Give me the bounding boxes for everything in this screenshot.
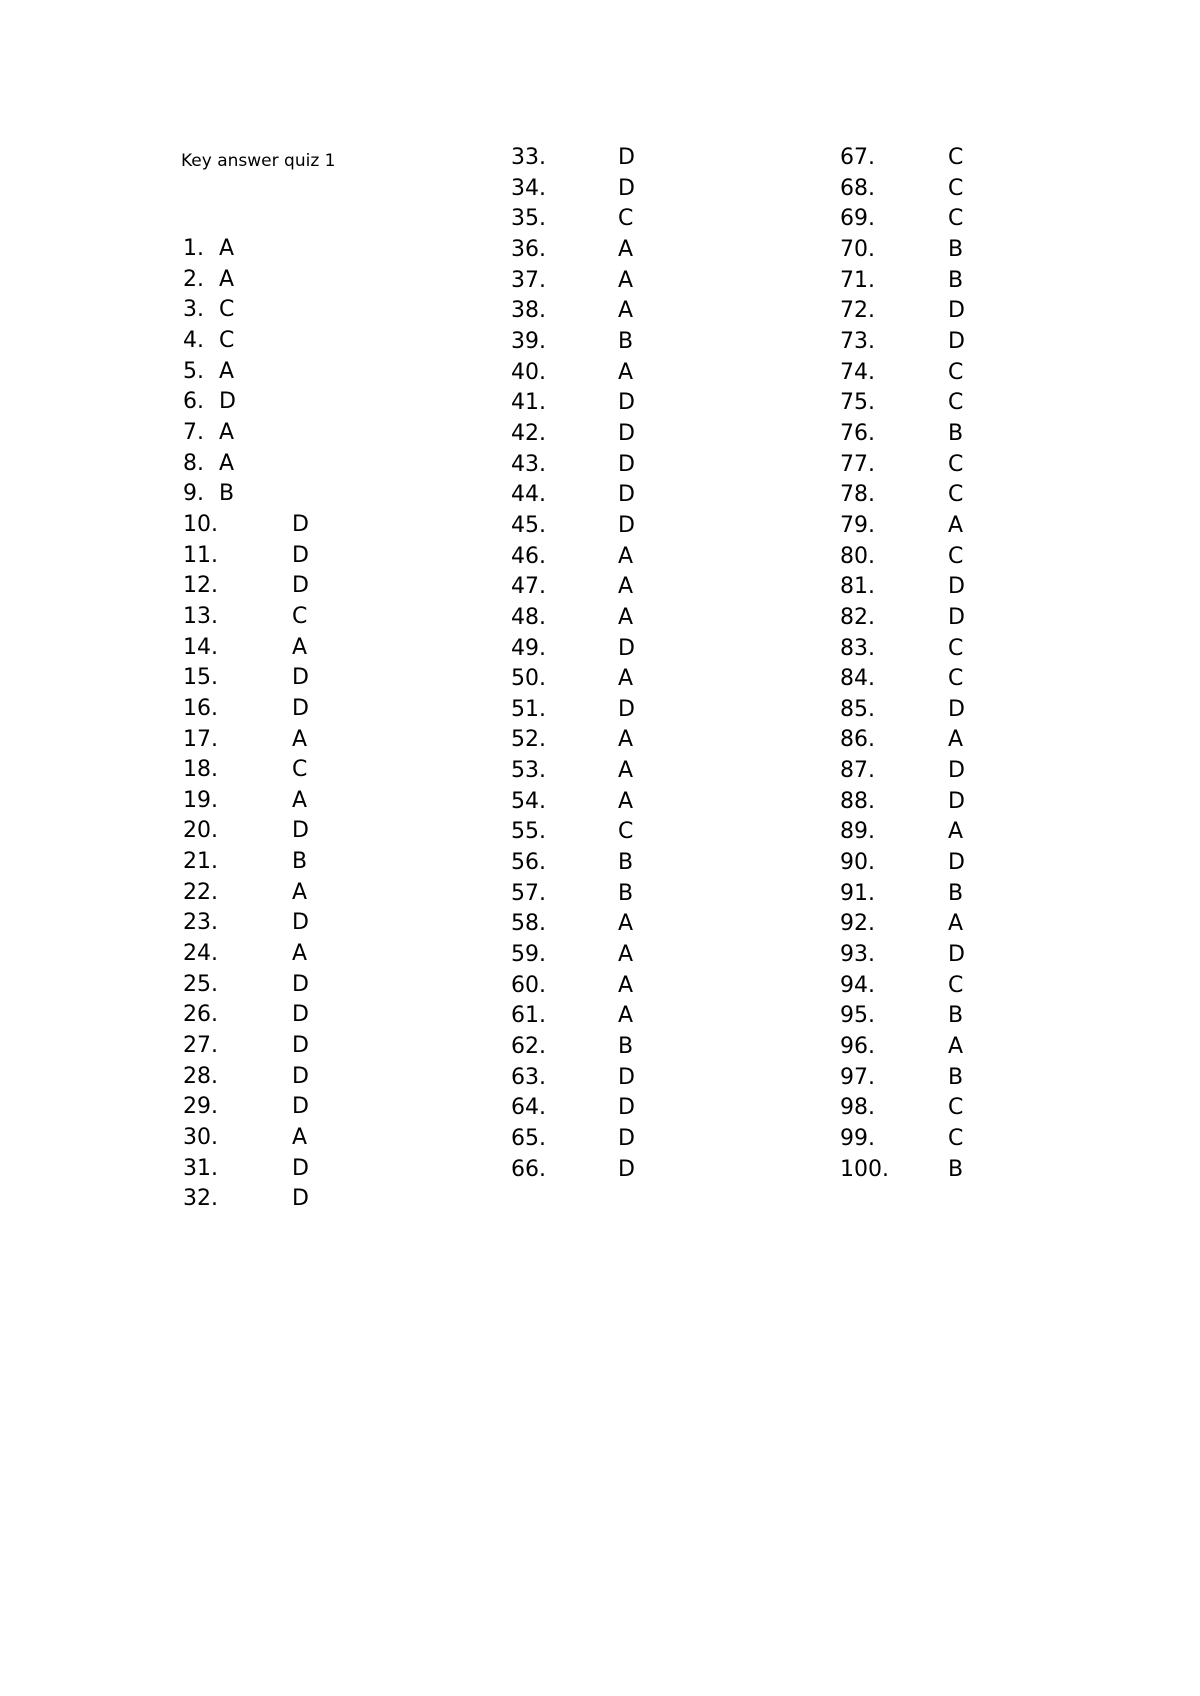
answer-letter: A bbox=[292, 879, 308, 905]
answer-letter: C bbox=[948, 1126, 964, 1151]
answer-letter: D bbox=[219, 389, 236, 415]
question-number: 83. bbox=[840, 635, 875, 661]
question-number: 46. bbox=[511, 543, 546, 569]
question-number: 95. bbox=[840, 1003, 875, 1029]
answer-letter: B bbox=[618, 880, 634, 906]
question-number: 58. bbox=[511, 911, 546, 937]
answer-letter: D bbox=[948, 696, 965, 722]
answer-letter: A bbox=[948, 911, 964, 937]
question-number: 44. bbox=[511, 482, 546, 508]
answer-letter: D bbox=[292, 511, 309, 537]
answer-letter: B bbox=[948, 267, 964, 293]
question-number: 28. bbox=[183, 1063, 218, 1089]
question-number: 17. bbox=[183, 726, 218, 752]
question-number: 92. bbox=[840, 911, 875, 937]
question-number: 35. bbox=[511, 206, 546, 232]
answer-letter: D bbox=[618, 1064, 635, 1090]
answer-letter: D bbox=[292, 910, 309, 936]
answer-letter: A bbox=[292, 787, 308, 813]
question-number: 32. bbox=[183, 1186, 218, 1212]
answer-letter: D bbox=[292, 1155, 309, 1181]
question-number: 52. bbox=[511, 727, 546, 753]
question-number: 27. bbox=[183, 1033, 218, 1059]
answer-letter: D bbox=[618, 1126, 635, 1151]
question-number: 16. bbox=[183, 695, 218, 721]
answer-letter: C bbox=[948, 451, 964, 477]
answer-letter: A bbox=[948, 819, 964, 845]
question-number: 3. bbox=[183, 297, 204, 323]
question-number: 39. bbox=[511, 328, 546, 354]
answer-letter: A bbox=[618, 911, 634, 937]
question-number: 78. bbox=[840, 482, 875, 508]
question-number: 55. bbox=[511, 819, 546, 845]
answer-letter: D bbox=[292, 1186, 309, 1212]
answer-letter: D bbox=[618, 512, 635, 538]
answer-letter: A bbox=[219, 236, 235, 261]
answer-letter: C bbox=[618, 206, 634, 232]
question-number: 50. bbox=[511, 666, 546, 692]
answer-letter: A bbox=[618, 236, 634, 262]
question-number: 9. bbox=[183, 481, 204, 507]
answer-letter: A bbox=[618, 298, 634, 324]
answer-letter: A bbox=[219, 450, 235, 476]
answer-letter: B bbox=[292, 849, 308, 875]
question-number: 85. bbox=[840, 696, 875, 722]
question-number: 56. bbox=[511, 850, 546, 876]
answer-letter: A bbox=[618, 942, 634, 968]
answer-letter: D bbox=[292, 573, 309, 599]
answer-letter: B bbox=[948, 420, 964, 446]
question-number: 67. bbox=[840, 145, 875, 170]
answer-letter: C bbox=[948, 206, 964, 232]
answer-letter: D bbox=[292, 695, 309, 721]
question-number: 36. bbox=[511, 236, 546, 262]
question-number: 8. bbox=[183, 450, 204, 476]
question-number: 15. bbox=[183, 665, 218, 691]
question-number: 84. bbox=[840, 666, 875, 692]
answer-letter: C bbox=[948, 635, 964, 661]
answer-letter: A bbox=[948, 512, 964, 538]
answer-letter: C bbox=[948, 972, 964, 998]
question-number: 48. bbox=[511, 604, 546, 630]
answer-letter: A bbox=[618, 788, 634, 814]
question-number: 99. bbox=[840, 1126, 875, 1151]
question-number: 81. bbox=[840, 574, 875, 600]
answer-letter: A bbox=[618, 758, 634, 784]
question-number: 62. bbox=[511, 1034, 546, 1060]
answer-letter: B bbox=[948, 880, 964, 906]
answer-letter: B bbox=[618, 1034, 634, 1060]
answer-letter: A bbox=[948, 727, 964, 753]
answer-letter: B bbox=[948, 1156, 964, 1182]
answer-letter: D bbox=[618, 1095, 635, 1121]
answer-letter: A bbox=[618, 543, 634, 569]
answer-letter: C bbox=[618, 819, 634, 845]
answer-letter: A bbox=[219, 266, 235, 292]
question-number: 76. bbox=[840, 420, 875, 446]
question-number: 96. bbox=[840, 1034, 875, 1060]
answer-letter: B bbox=[618, 850, 634, 876]
answer-letter: D bbox=[292, 1094, 309, 1120]
question-number: 61. bbox=[511, 1003, 546, 1029]
question-number: 6. bbox=[183, 389, 204, 415]
question-number: 90. bbox=[840, 850, 875, 876]
question-number: 94. bbox=[840, 972, 875, 998]
answer-letter: C bbox=[948, 145, 964, 170]
question-number: 41. bbox=[511, 390, 546, 416]
answer-letter: A bbox=[618, 727, 634, 753]
answer-letter: A bbox=[948, 1034, 964, 1060]
answer-letter: A bbox=[618, 359, 634, 385]
answer-letter: D bbox=[618, 420, 635, 446]
question-number: 68. bbox=[840, 175, 875, 201]
answer-letter: D bbox=[292, 818, 309, 844]
question-number: 71. bbox=[840, 267, 875, 293]
question-number: 25. bbox=[183, 971, 218, 997]
question-number: 91. bbox=[840, 880, 875, 906]
answer-letter: C bbox=[948, 359, 964, 385]
answer-letter: D bbox=[948, 758, 965, 784]
question-number: 87. bbox=[840, 758, 875, 784]
question-number: 26. bbox=[183, 1002, 218, 1028]
question-number: 89. bbox=[840, 819, 875, 845]
question-number: 86. bbox=[840, 727, 875, 753]
answer-letter: A bbox=[618, 574, 634, 600]
answer-letter: D bbox=[618, 482, 635, 508]
question-number: 38. bbox=[511, 298, 546, 324]
question-number: 60. bbox=[511, 972, 546, 998]
question-number: 100. bbox=[840, 1156, 889, 1182]
question-number: 53. bbox=[511, 758, 546, 784]
question-number: 11. bbox=[183, 542, 218, 568]
answer-letter: D bbox=[618, 451, 635, 477]
answer-letter: D bbox=[948, 942, 965, 968]
answer-letter: C bbox=[948, 175, 964, 201]
answer-letter: C bbox=[948, 482, 964, 508]
question-number: 7. bbox=[183, 419, 204, 445]
question-number: 21. bbox=[183, 849, 218, 875]
question-number: 42. bbox=[511, 420, 546, 446]
question-number: 13. bbox=[183, 603, 218, 629]
question-number: 79. bbox=[840, 512, 875, 538]
question-number: 37. bbox=[511, 267, 546, 293]
question-number: 49. bbox=[511, 635, 546, 661]
answer-letter: B bbox=[219, 481, 235, 507]
question-number: 70. bbox=[840, 236, 875, 262]
answer-letter: C bbox=[948, 1095, 964, 1121]
question-number: 24. bbox=[183, 941, 218, 967]
answer-letter: D bbox=[948, 850, 965, 876]
question-number: 98. bbox=[840, 1095, 875, 1121]
answer-letter: A bbox=[292, 634, 308, 660]
question-number: 69. bbox=[840, 206, 875, 232]
answer-letter: A bbox=[219, 358, 235, 384]
question-number: 88. bbox=[840, 788, 875, 814]
answer-letter: D bbox=[618, 1156, 635, 1182]
question-number: 45. bbox=[511, 512, 546, 538]
question-number: 12. bbox=[183, 573, 218, 599]
answer-letter: D bbox=[948, 604, 965, 630]
question-number: 65. bbox=[511, 1126, 546, 1151]
answer-letter: B bbox=[948, 236, 964, 262]
answer-letter: C bbox=[948, 543, 964, 569]
question-number: 10. bbox=[183, 511, 218, 537]
answer-letter: D bbox=[618, 696, 635, 722]
answer-letter: A bbox=[618, 972, 634, 998]
answer-letter: A bbox=[292, 941, 308, 967]
answer-letter: A bbox=[618, 1003, 634, 1029]
question-number: 22. bbox=[183, 879, 218, 905]
question-number: 77. bbox=[840, 451, 875, 477]
answer-letter: D bbox=[618, 635, 635, 661]
answer-letter: B bbox=[948, 1064, 964, 1090]
answer-letter: B bbox=[618, 328, 634, 354]
question-number: 47. bbox=[511, 574, 546, 600]
question-number: 74. bbox=[840, 359, 875, 385]
question-number: 43. bbox=[511, 451, 546, 477]
question-number: 31. bbox=[183, 1155, 218, 1181]
answer-letter: D bbox=[292, 542, 309, 568]
question-number: 97. bbox=[840, 1064, 875, 1090]
answer-letter: D bbox=[292, 665, 309, 691]
question-number: 5. bbox=[183, 358, 204, 384]
question-number: 1. bbox=[183, 236, 204, 261]
question-number: 34. bbox=[511, 175, 546, 201]
answer-letter: A bbox=[618, 267, 634, 293]
answer-letter: A bbox=[219, 419, 235, 445]
answer-letter: C bbox=[292, 603, 308, 629]
question-number: 93. bbox=[840, 942, 875, 968]
question-number: 33. bbox=[511, 145, 546, 170]
answer-letter: C bbox=[948, 390, 964, 416]
question-number: 54. bbox=[511, 788, 546, 814]
answer-letter: C bbox=[219, 327, 235, 353]
question-number: 18. bbox=[183, 757, 218, 783]
answer-letter: D bbox=[948, 298, 965, 324]
answer-letter: C bbox=[948, 666, 964, 692]
question-number: 64. bbox=[511, 1095, 546, 1121]
question-number: 73. bbox=[840, 328, 875, 354]
answer-letter: D bbox=[618, 175, 635, 201]
question-number: 23. bbox=[183, 910, 218, 936]
question-number: 66. bbox=[511, 1156, 546, 1182]
answer-letter: C bbox=[219, 297, 235, 323]
answer-letter: A bbox=[618, 604, 634, 630]
question-number: 57. bbox=[511, 880, 546, 906]
question-number: 20. bbox=[183, 818, 218, 844]
question-number: 82. bbox=[840, 604, 875, 630]
question-number: 4. bbox=[183, 327, 204, 353]
question-number: 80. bbox=[840, 543, 875, 569]
question-number: 51. bbox=[511, 696, 546, 722]
page-title: Key answer quiz 1 bbox=[181, 151, 336, 171]
answer-letter: D bbox=[948, 574, 965, 600]
question-number: 2. bbox=[183, 266, 204, 292]
question-number: 29. bbox=[183, 1094, 218, 1120]
question-number: 75. bbox=[840, 390, 875, 416]
answer-letter: A bbox=[292, 1125, 308, 1151]
answer-letter: C bbox=[292, 757, 308, 783]
answer-letter: D bbox=[618, 145, 635, 170]
answer-letter: A bbox=[292, 726, 308, 752]
answer-letter: D bbox=[948, 328, 965, 354]
answer-letter: B bbox=[948, 1003, 964, 1029]
question-number: 19. bbox=[183, 787, 218, 813]
answer-letter: A bbox=[618, 666, 634, 692]
answer-letter: D bbox=[948, 788, 965, 814]
question-number: 72. bbox=[840, 298, 875, 324]
answer-letter: D bbox=[292, 1063, 309, 1089]
answer-letter: D bbox=[292, 1002, 309, 1028]
question-number: 63. bbox=[511, 1064, 546, 1090]
answer-letter: D bbox=[618, 390, 635, 416]
answer-letter: D bbox=[292, 971, 309, 997]
question-number: 59. bbox=[511, 942, 546, 968]
question-number: 14. bbox=[183, 634, 218, 660]
answer-letter: D bbox=[292, 1033, 309, 1059]
question-number: 40. bbox=[511, 359, 546, 385]
question-number: 30. bbox=[183, 1125, 218, 1151]
